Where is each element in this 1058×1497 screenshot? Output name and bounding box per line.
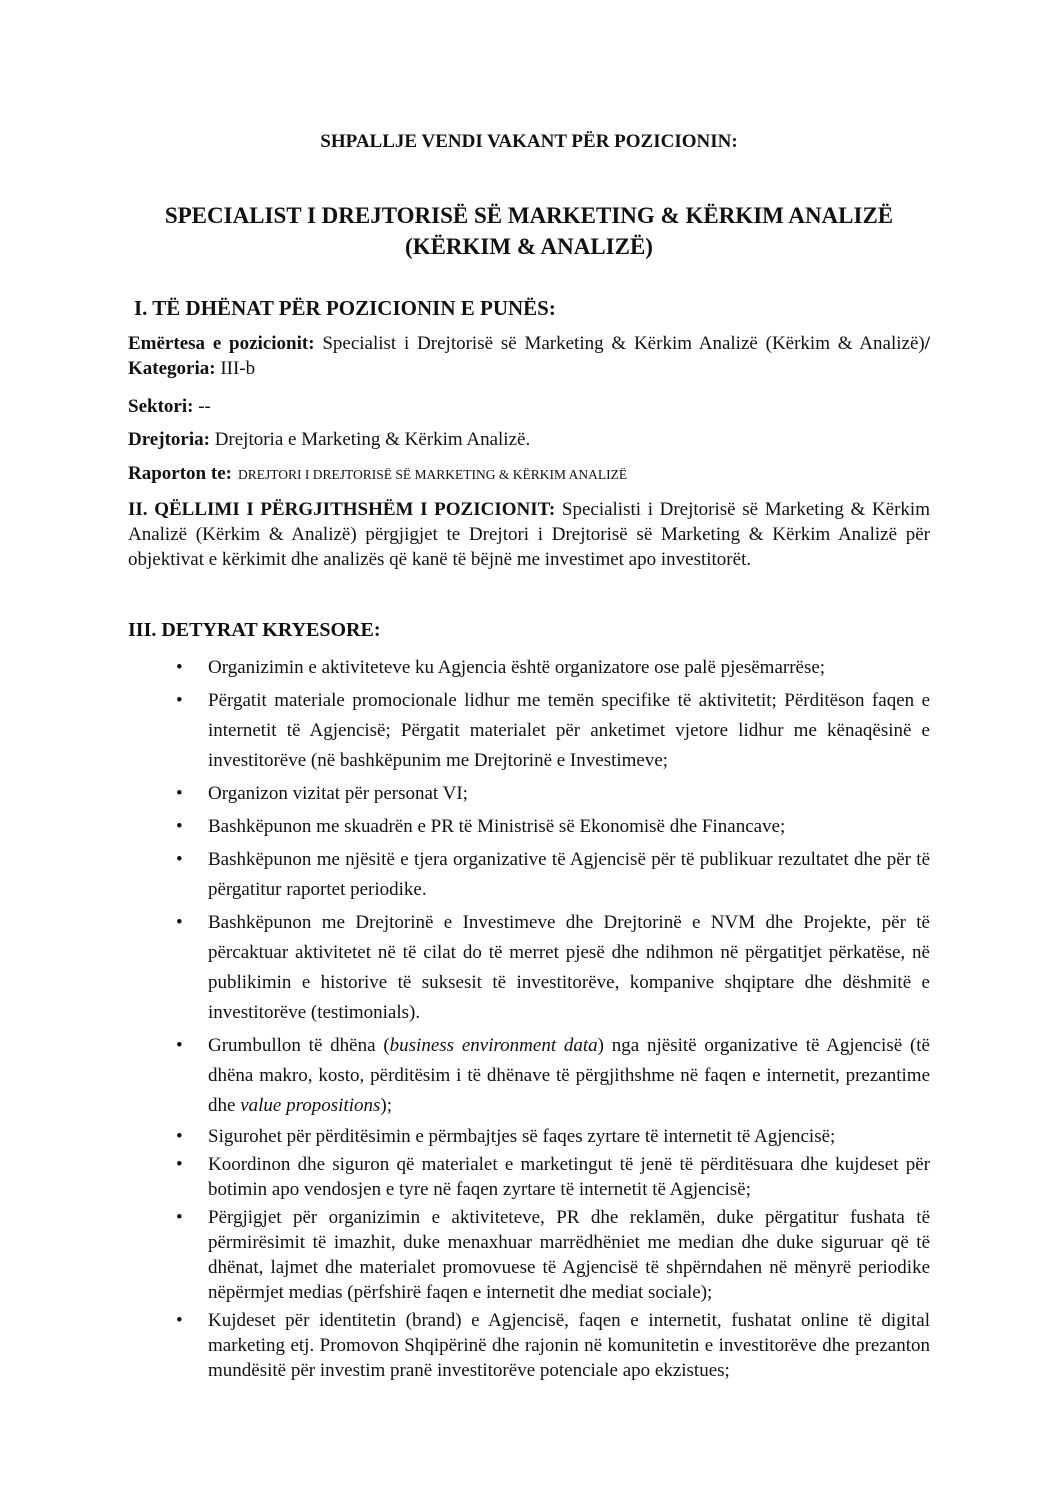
list-item <box>128 1124 930 1149</box>
list-item <box>128 1031 930 1121</box>
reports-to-field <box>128 461 930 487</box>
bullet-icon: • <box>176 816 183 837</box>
position-title-line2: (KËRKIM & ANALIZË) <box>405 234 653 259</box>
list-item-text: Kujdeset për identitetin (brand) e Agjencisë, faqen e internetit, fushatat online të digital marketing etj. Promovon Shqipërinë dhe rajonin në komunitetin e investitorëve dhe prezanton mundësitë për investim pranë investitorëve potenciale apo ekzistues; <box>208 1310 930 1381</box>
list-item-text: Organizimin e aktiviteteve ku Agjencia është organizatore ose palë pjesëmarrëse; <box>208 657 826 678</box>
list-item <box>128 812 930 842</box>
list-item <box>128 1152 930 1202</box>
list-item-text: Bashkëpunon me njësitë e tjera organizative të Agjencisë për të publikuar rezultatet dhe për të përgatitur raportet periodike. <box>208 849 930 900</box>
category-value: III-b <box>215 358 256 379</box>
list-item <box>128 845 930 905</box>
section3-heading: III. DETYRAT KRYESORE: <box>128 619 381 641</box>
list-item-text: Bashkëpunon me skuadrën e PR të Ministrisë së Ekonomisë dhe Financave; <box>208 816 786 837</box>
list-item-text: Koordinon dhe siguron që materialet e marketingut të jenë të përditësuara dhe kujdeset për botimin apo vendosjen e tyre në faqen zyrtare të internetit të Agjencisë; <box>208 1154 930 1200</box>
position-name-value: Specialist i Drejtorisë së Marketing & Kërkim Analizë (Kërkim & Analizë) <box>314 333 925 354</box>
bullet-icon: • <box>176 657 183 678</box>
directorate-label: Drejtoria: <box>128 429 210 450</box>
bullet-icon: • <box>176 849 183 870</box>
reports-to-label: Raporton te: <box>128 463 232 484</box>
list-item-text: Organizon vizitat për personat VI; <box>208 783 468 804</box>
sector-label: Sektori: <box>128 396 194 417</box>
section2-paragraph <box>128 497 930 572</box>
section1-heading: I. TË DHËNAT PËR POZICIONIN E PUNËS: <box>134 296 556 320</box>
position-name-field <box>128 331 930 381</box>
bullet-icon: • <box>176 1035 183 1056</box>
position-title <box>0 200 1058 262</box>
category-label: / Kategoria: <box>128 333 930 379</box>
list-item <box>128 1205 930 1305</box>
sector-value: -- <box>193 396 211 417</box>
bullet-icon: • <box>176 1207 183 1228</box>
list-item-text: Sigurohet për përditësimin e përmbajtjes së faqes zyrtare të internetit të Agjencisë; <box>208 1126 836 1147</box>
sector-field <box>128 394 930 419</box>
list-item <box>128 779 930 809</box>
bullet-icon: • <box>176 1154 183 1175</box>
list-item <box>128 1308 930 1383</box>
list-item <box>128 653 930 683</box>
position-name-label: Emërtesa e pozicionit: <box>128 333 315 354</box>
section2-heading: II. QËLLIMI I PËRGJITHSHËM I POZICIONIT: <box>128 499 556 520</box>
list-item-text: Përgjigjet për organizimin e aktiviteteve, PR dhe reklamën, duke përgatitur fushata të përmirësimit të imazhit, duke menaxhuar marrëdhëniet me median dhe duke siguruar që të dhënat, lajmet dhe materialet promovuese të Agjencisë të shpërndahen në mënyrë periodike nëpërmjet medias (përfshirë faqen e internetit dhe mediat sociale); <box>208 1207 930 1303</box>
list-item-text: Grumbullon të dhëna (business environment data) nga njësitë organizative të Agjencisë (të dhëna makro, kosto, përditësim i të dhënave të përgjithshme në faqen e internetit, prezantime dhe value propositions); <box>208 1035 930 1116</box>
directorate-value: Drejtoria e Marketing & Kërkim Analizë. <box>209 429 531 450</box>
list-item <box>128 686 930 776</box>
bullet-icon: • <box>176 912 183 933</box>
bullet-icon: • <box>176 690 183 711</box>
duties-list <box>128 653 930 1386</box>
reports-to-value: DREJTORI I DREJTORISË SË MARKETING & KËRKIM ANALIZË <box>237 467 628 482</box>
section2-text: Specialisti i Drejtorisë së Marketing & Kërkim Analizë (Kërkim & Analizë) përgjigjet te Drejtori i Drejtorisë së Marketing & Kërkim Analizë për objektivat e kërkimit dhe analizës që kanë të bëjnë me investimet apo investitorët. <box>128 499 930 570</box>
list-item <box>128 908 930 1028</box>
bullet-icon: • <box>176 1126 183 1147</box>
announcement-heading: SHPALLJE VENDI VAKANT PËR POZICIONIN: <box>320 131 738 152</box>
directorate-field <box>128 427 930 452</box>
position-title-line1: SPECIALIST I DREJTORISË SË MARKETING & KËRKIM ANALIZË <box>164 203 894 228</box>
bullet-icon: • <box>176 1310 183 1331</box>
list-item-text: Përgatit materiale promocionale lidhur me temën specifike të aktivitetit; Përditëson faqen e internetit të Agjencisë; Përgatit materialet për anketimet vjetore lidhur me kënaqësinë e investitorëve (në bashkëpunim me Drejtorinë e Investimeve; <box>208 690 930 771</box>
bullet-icon: • <box>176 783 183 804</box>
list-item-text: Bashkëpunon me Drejtorinë e Investimeve dhe Drejtorinë e NVM dhe Projekte, për të përcaktuar aktivitetet në të cilat do të merret pjesë dhe ndihmon në përgatitjet përkatëse, në publikimin e historive të suksesit të investitorëve, kompanive shqiptare dhe dëshmitë e investitorëve (testimonials). <box>208 912 930 1023</box>
